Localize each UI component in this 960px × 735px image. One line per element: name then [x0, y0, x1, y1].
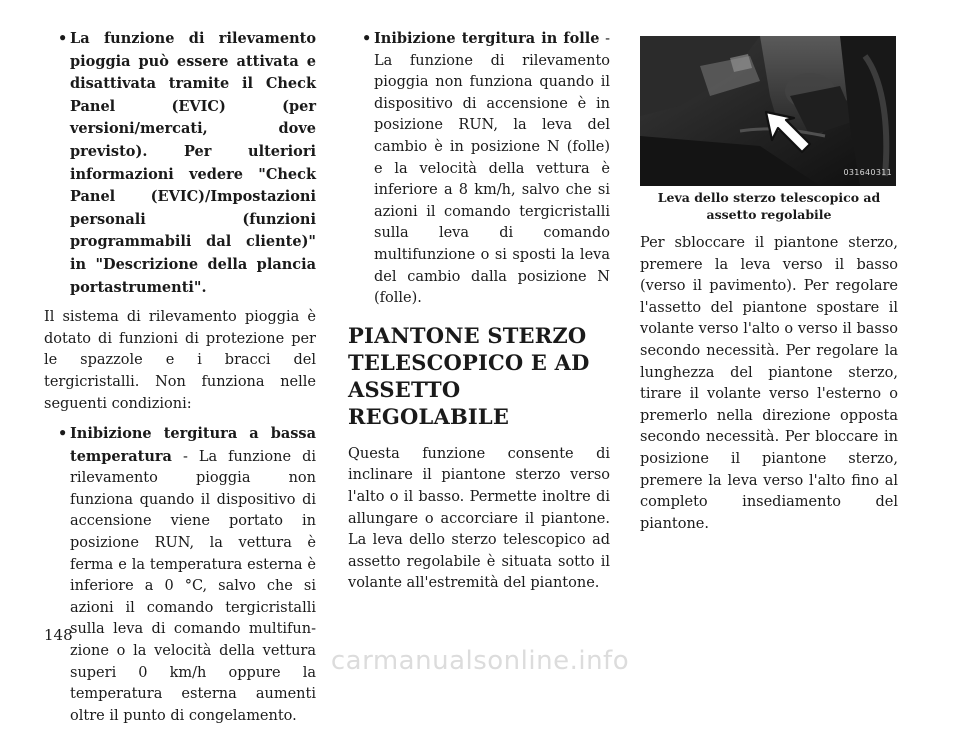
bullet-text: - La funzione di rilevamento pioggia non funziona quando il dispositivo di accensione viene portato in posizione RUN, la vettura è ferma e la temperatura esterna è inferiore a 0 °C, salvo che si azioni il comando tergicristalli sulla leva di comando multifunzione o la velocità della vettura superi 0 km/h oppure la temperatura esterna aumenti oltre il punto di congelamento. — [70, 448, 316, 724]
section-heading: PIANTONE STERZO TELESCOPICO E AD ASSETTO REGOLABILE — [348, 322, 590, 429]
steering-lever-photo — [640, 36, 896, 186]
bullet-text: La funzione di rilevamento pioggia può essere attivata e disattivata tramite il Check Panel (EVIC) (per versioni/mercati, dove previsto). Per ulteriori informazioni vedere "Check Panel (EVIC)/Impostazioni personali (funzioni programmabili dal cliente)" in "Descrizione della plancia portastrumenti". — [70, 30, 316, 296]
photo-code: 031640311 — [843, 168, 892, 178]
bullet-title: Inibizione tergitura a bassa temperatura — [70, 425, 316, 465]
bullet-item-neutral-inhibit — [348, 28, 610, 310]
bullet-item-rain-sensor-evic — [44, 28, 316, 299]
right-column — [640, 36, 898, 535]
bullet-dot: • — [58, 425, 68, 443]
body-paragraph: Il sistema di rilevamento pioggia è dotato di funzioni di protezione per le spazzole e i bracci del tergicristalli. Non funziona nelle seguenti condizioni: — [44, 309, 316, 412]
photo-caption: Leva dello sterzo telescopico ad assetto regolabile — [657, 190, 881, 222]
bullet-text: - La funzione di rilevamento pioggia non funziona quando il dispositivo di accensione è in posizione RUN, la leva del cambio è in posizione N (folle) e la velocità della vettura è inferiore a 8 km/h, salvo che si azioni il comando tergicristalli sulla leva di comando multifunzione o si sposti la leva del cambio dalla posizione N (folle). — [374, 31, 610, 307]
middle-column — [348, 28, 610, 595]
bullet-dot: • — [362, 30, 372, 47]
watermark: carmanualsonline.info — [330, 646, 630, 676]
page-number: 148 — [44, 626, 73, 644]
bullet-dot: • — [58, 30, 68, 47]
body-paragraph: Questa funzione consente di inclinare il piantone sterzo verso l'alto o il basso. Permette inoltre di allungare o accorciare il piantone. La leva dello sterzo telescopico ad assetto regolabile è situata sotto il volante all'estremità del piantone. — [348, 445, 610, 592]
bullet-item-low-temp-inhibit — [44, 423, 316, 727]
bullet-title: Inibizione tergitura in folle — [374, 30, 600, 47]
body-paragraph: Per sbloccare il piantone sterzo, premere la leva verso il basso (verso il pavimento). Per regolare l'assetto del piantone spostare il volante verso l'alto o verso il basso secondo necessità. Per regolare la lunghezza del piantone sterzo, tirare il volante verso l'esterno o premerlo nella direzione opposta secondo necessità. Per bloccare in posizione il piantone sterzo, premere la leva verso l'alto fino al completo insediamento del piantone. — [640, 235, 898, 532]
left-column — [44, 28, 316, 735]
